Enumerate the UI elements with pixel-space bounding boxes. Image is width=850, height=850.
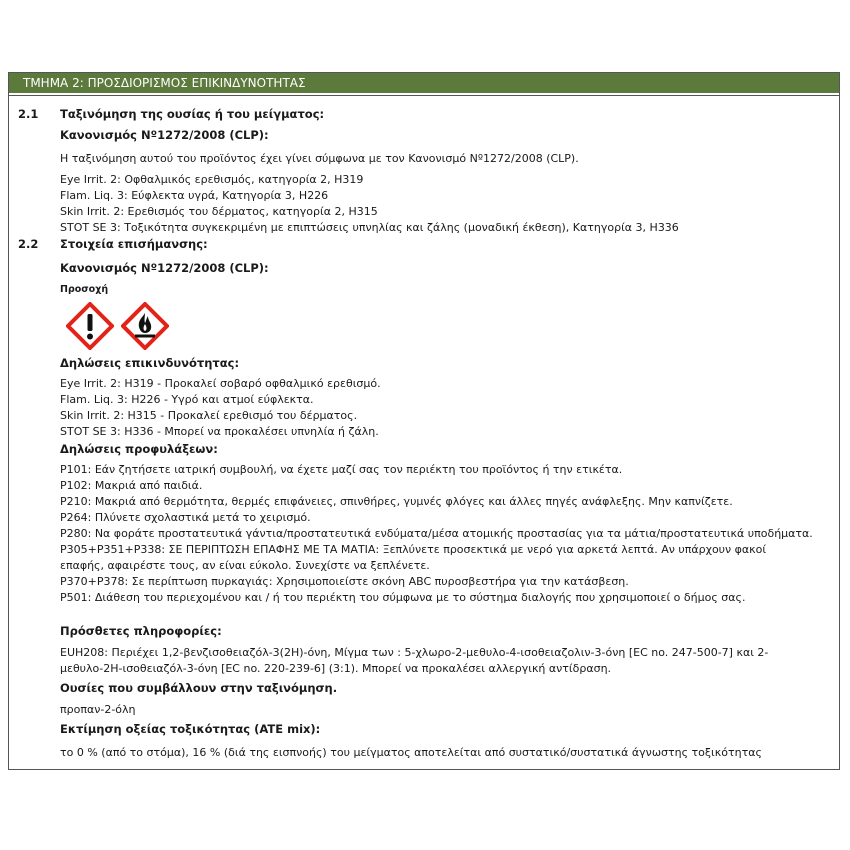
contributing-substances-text: προπαν-2-όλη [60, 703, 136, 716]
contributing-substances-title: Ουσίες που συμβάλλουν στην ταξινόμηση. [60, 681, 338, 695]
classification-item: STOT SE 3: Τοξικότητα συγκεκριμένη με επιπτώσεις υπνηλίας και ζάλης (μοναδική έκθεση), Κατηγορία 3, H336 [60, 221, 679, 234]
precautionary-statement: P101: Εάν ζητήσετε ιατρική συμβουλή, να έχετε μαζί σας τον περιέκτη του προϊόντος ή την ετικέτα. [60, 463, 623, 476]
precautionary-statement: επαφής, αφαιρέστε τους, αν είναι εύκολο. Συνεχίστε να ξεπλένετε. [60, 559, 430, 572]
classification-item: Skin Irrit. 2: Ερεθισμός του δέρματος, κατηγορία 2, H315 [60, 205, 378, 218]
hazard-statement: Eye Irrit. 2: H319 - Προκαλεί σοβαρό οφθαλμικό ερεθισμό. [60, 377, 381, 390]
precautionary-statement: P501: Διάθεση του περιεχομένου και / ή του περιέκτη του σύμφωνα με το σύστημα διαλογής που χρησιμοποιεί ο δήμος σας. [60, 591, 746, 604]
section-2-2-number: 2.2 [18, 237, 39, 251]
flame-pictogram-icon [121, 302, 169, 350]
precautionary-statement: P370+P378: Σε περίπτωση πυρκαγιάς: Χρησιμοποιείστε σκόνη ABC πυροσβεστήρα για την κατάσβεση. [60, 575, 629, 588]
exclamation-pictogram-icon [66, 302, 114, 350]
signal-word: Προσοχή [60, 284, 109, 295]
precautionary-statements-title: Δηλώσεις προφυλάξεων: [60, 442, 218, 456]
precautionary-statement: P102: Μακριά από παιδιά. [60, 479, 203, 492]
precautionary-statement: P280: Να φοράτε προστατευτικά γάντια/προστατευτικά ενδύματα/μέσα ατομικής προστασίας για τα μάτια/προστατευτικά υποδήματα. [60, 527, 813, 540]
additional-info-text: EUH208: Περιέχει 1,2-βενζισοθειαζόλ-3(2H)-όνη, Μίγμα των : 5-χλωρο-2-μεθυλο-4-ισοθειαζολιν-3-όνη [EC no. 247-500-7] και 2-μεθυλο-2H-ισοθειαζόλ-3-όνη [EC no. 220-239-6] (3:1). Μπορεί να προκαλέσει αλλεργική αντίδραση. [60, 646, 769, 675]
section-2-2-regulation: Κανονισμός Nº1272/2008 (CLP): [60, 261, 269, 275]
precautionary-statement: P210: Μακριά από θερμότητα, θερμές επιφάνειες, σπινθήρες, γυμνές φλόγες και άλλες πηγές ανάφλεξης. Μην καπνίζετε. [60, 495, 733, 508]
section-2-2-title: Στοιχεία επισήμανσης: [60, 237, 208, 251]
additional-info-title: Πρόσθετες πληροφορίες: [60, 624, 222, 638]
classification-item: Flam. Liq. 3: Εύφλεκτα υγρά, Κατηγορία 3, H226 [60, 189, 329, 202]
section-2-1-regulation: Κανονισμός Nº1272/2008 (CLP): [60, 128, 269, 142]
section-2-1-title: Ταξινόμηση της ουσίας ή του μείγματος: [60, 107, 325, 121]
hazard-statement: Skin Irrit. 2: H315 - Προκαλεί ερεθισμό του δέρματος. [60, 409, 358, 422]
section-header: ΤΜΗΜΑ 2: ΠΡΟΣΔΙΟΡΙΣΜΟΣ ΕΠΙΚΙΝΔΥΝΟΤΗΤΑΣ [9, 73, 839, 93]
ate-title: Εκτίμηση οξείας τοξικότητας (ATE mix): [60, 722, 321, 736]
precautionary-statement: P305+P351+P338: ΣΕ ΠΕΡΙΠΤΩΣΗ ΕΠΑΦΗΣ ΜΕ ΤΑ ΜΑΤΙΑ: Ξεπλύνετε προσεκτικά με νερό για αρκετά λεπτά. Αν υπάρχουν φακοί [60, 543, 767, 556]
classification-item: Eye Irrit. 2: Οφθαλμικός ερεθισμός, κατηγορία 2, H319 [60, 173, 364, 186]
ate-text: το 0 % (από το στόμα), 16 % (διά της εισπνοής) του μείγματος αποτελείται από συστατικό/συστατικά άγνωστης τοξικότητας [60, 746, 762, 759]
hazard-statement: Flam. Liq. 3: H226 - Υγρό και ατμοί εύφλεκτα. [60, 393, 314, 406]
hazard-statements-title: Δηλώσεις επικινδυνότητας: [60, 356, 240, 370]
hazard-statement: STOT SE 3: H336 - Μπορεί να προκαλέσει υπνηλία ή ζάλη. [60, 425, 379, 438]
section-2-1-number: 2.1 [18, 107, 39, 121]
header-divider [9, 95, 839, 96]
precautionary-statement: P264: Πλύνετε σχολαστικά μετά το χειρισμό. [60, 511, 311, 524]
classification-intro: Η ταξινόμηση αυτού του προϊόντος έχει γίνει σύμφωνα με τον Κανονισμό Nº1272/2008 (CLP). [60, 152, 579, 165]
